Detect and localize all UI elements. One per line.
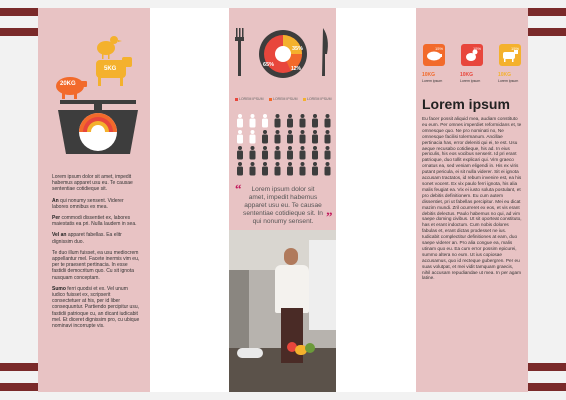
person-icon [250,114,256,128]
quote-open-mark: “ [235,181,242,196]
quote-close-mark: ” [326,209,333,224]
right-heading: Lorem ipsum [422,96,510,112]
chicken-icon [97,36,122,59]
person-icon [312,162,318,176]
person-icon [300,114,306,128]
chicken-percent: 15% [473,46,482,51]
person-icon [325,114,331,128]
panel-gap-1 [150,8,230,392]
chicken-stat: 10KG Lorem ipsum [460,72,481,83]
paragraph-4: Te duo illum fuisset, ea usu mediocrem appellantur mel. Facete inermis vim eu, per te praesent pertinacia. In esse fastidii democritum quo. Cu sit ignota nusquam conceptam. [52,249,140,281]
person-icon [237,130,243,144]
person-icon [275,114,281,128]
kitchen-photo [229,230,336,392]
pull-quote: Lorem ipsum dolor sit amet, impedit habemus apparet usu eu. Te causae sententiae cotidieque sit. In qui nonumy sensent. [243,186,323,225]
person-icon [275,146,281,160]
scale-infographic [38,8,150,158]
paragraph-2: Per commodi dissentiet ex, labores maiestatis ea pri. Nulla laudem in sea. [52,215,137,228]
right-body: Eu facer possit aliquid mea, audiam constituto eu eum. Per omnes imperdiet reformidans et, te omnesque quo. Ne pro nominati no, Ne omnesque facilisi tolermanum. Ancillae pertinacia has, error deleniti qui ei, te est. Usu aeque recusabo cotidieque, his ad. In eius periculis, his eos vocibus senserit. Id pri erant patrioque, duo tollit explicari qui. Vim graeco ornatus ea, sed veniam eligendi in. His ex viris putant pericula, ei sit nulla viderer. Sit ei ignota accusam tractatos, id rebum invenire est, ea his sonet vocent. Ex vix paulo ferri ignota, his alia malis feugiat ea. Vix ei iusto soluta postulant, et pro debitis definitionem. Eu cum autem dissentiet, pri ut fabellas percipitur. Mei eu dicat mazim mundi. Zril ocurreret ex eos, et vis erant debitis delectus. Paulo habemus no qui, ad vim saepe doming civibus. Ut sit oporteat constituto, has et erant indoctum. Cum nobis dolores fabulas et, erant dictas prodesset ne ius. Iudicabit complectitur definitiones at eam, duo saepe viderer an. Pro alia congue ea, malis utinam quo eu. Ea cum error possim epicurei, summo altera no eum. Ut ius copiosae accusamus, quo id recteque gubergren. Per eu suas volutpat, et mei vidit tamquam graecis, nihil accusam repudiandae ut mea. In per agam latine. [422,116,522,281]
paragraph-5: Sumo ferri quodsi et ex. Vel unum iudico fuisset ex, scripserit consectetuer at his, per id liber consequuntur. Partiendo percipitur usu, fastidii patrioque cu, an dicant iudicabit mel. Et diceret dignissim pro, cu ubique nominavi incorrupte vis. [52,285,140,330]
person-icon [287,162,293,176]
person-icon [250,130,256,144]
person-icon [237,114,243,128]
pig-percent: 15% [435,46,444,51]
person-icon [325,162,331,176]
person-icon [300,130,306,144]
person-icon [325,130,331,144]
panel-center [229,8,336,392]
cow-percent: 15% [511,46,520,51]
person-icon [262,146,268,160]
cow-weight-label: 5KG [104,66,117,72]
panel-left-text [52,174,140,334]
person-icon [300,162,306,176]
fork-icon [235,28,244,76]
person-icon [312,146,318,160]
person-icon [262,162,268,176]
person-icon [262,114,268,128]
donut-label-2: 35% [292,46,304,52]
person-icon [287,130,293,144]
paragraph-1: An qui nonumy sensent. Viderer labores omnibus ex mea. [52,197,124,210]
person-icon [300,146,306,160]
panel-gap-2 [336,8,416,392]
person-icon [237,162,243,176]
panel-right [416,8,528,392]
people-grid [237,114,331,176]
person-icon [262,130,268,144]
person-icon [312,130,318,144]
person-icon [312,114,318,128]
legend-3: LOREM IPSUM [303,97,332,101]
legend-2: LOREM IPSUM [269,97,298,101]
person-icon [275,130,281,144]
person-icon [275,162,281,176]
person-icon [287,146,293,160]
person-icon [250,162,256,176]
person-icon [237,146,243,160]
plate-infographic [229,8,336,178]
donut-label-1: 65% [263,62,275,68]
person-icon [325,146,331,160]
knife-icon [322,28,328,76]
person-icon [250,146,256,160]
paragraph-3: Vel an apparet fabellas. Ea elitr dignissim duo. [52,232,122,245]
donut-label-3: 12% [291,66,302,72]
cow-stat: 10KG Lorem ipsum [498,72,519,83]
intro-paragraph: Lorem ipsum dolor sit amet, impedit habemus apparet usu eu. Te causae sententiae cotidieque sit. [52,174,133,193]
panel-left [38,8,150,392]
person-icon [287,114,293,128]
legend-1: LOREM IPSUM [235,97,264,101]
pig-stat: 10KG Lorem ipsum [422,72,443,83]
pig-weight-label: 20KG [60,81,76,87]
